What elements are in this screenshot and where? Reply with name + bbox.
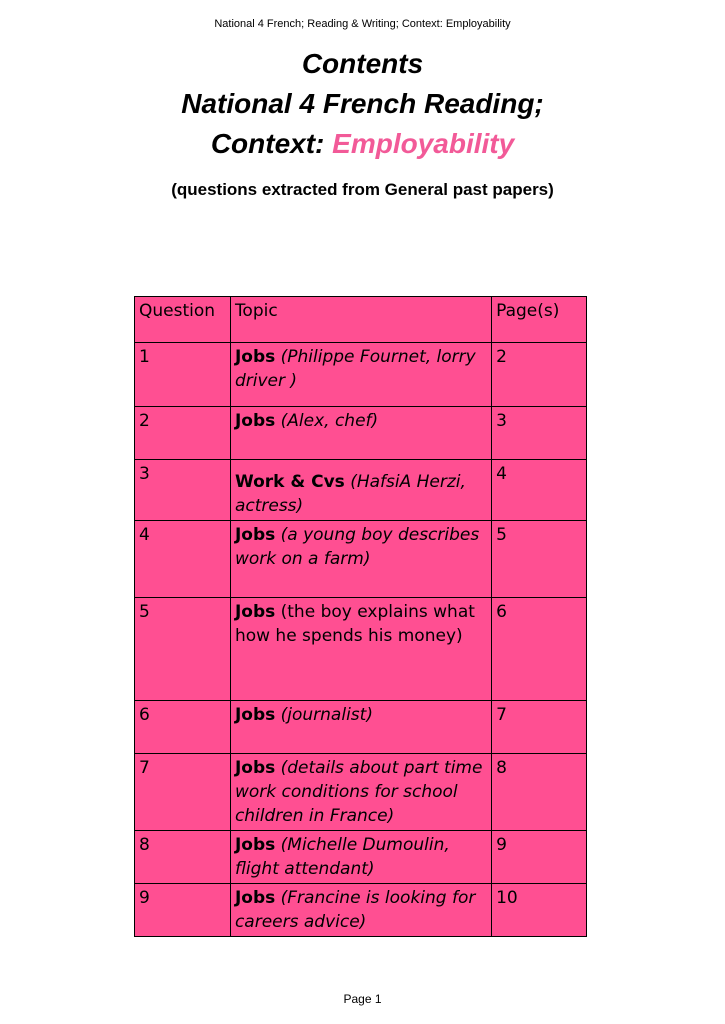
row-pages: 7: [492, 701, 587, 754]
row-topic: [230, 407, 491, 460]
topic-detail: (details about part time work conditions for school children in France): [234, 758, 483, 826]
row-topic: [230, 884, 491, 937]
title-block: [0, 44, 725, 164]
table-row: [135, 598, 587, 701]
topic-detail: (Philippe Fournet, lorry driver ): [234, 347, 476, 391]
topic-bold: Jobs: [234, 705, 276, 725]
table-header-row: [135, 297, 587, 343]
topic-detail: (a young boy describes work on a farm): [234, 525, 480, 569]
title-course: National 4 French Reading;: [181, 88, 544, 119]
table-row: [135, 407, 587, 460]
row-topic: [230, 701, 491, 754]
header-pages: Page(s): [492, 297, 587, 343]
row-question: 7: [135, 754, 231, 831]
contents-table: [134, 296, 587, 937]
row-topic: [230, 460, 491, 521]
topic-bold: Jobs: [234, 835, 276, 855]
topic-bold: Jobs: [234, 411, 276, 431]
row-question: 4: [135, 521, 231, 598]
title-context-accent: Employability: [332, 128, 515, 159]
table-row: [135, 460, 587, 521]
row-question: 5: [135, 598, 231, 701]
row-question: 9: [135, 884, 231, 937]
table-row: [135, 701, 587, 754]
row-topic: [230, 598, 491, 701]
page-number: Page 1: [343, 992, 382, 1006]
topic-detail: (Alex, chef): [275, 411, 379, 431]
row-question: 6: [135, 701, 231, 754]
subtitle: (questions extracted from General past papers): [171, 180, 554, 199]
row-pages: 5: [492, 521, 587, 598]
table-row: [135, 831, 587, 884]
row-question: 3: [135, 460, 231, 521]
row-pages: 9: [492, 831, 587, 884]
row-pages: 3: [492, 407, 587, 460]
topic-bold: Jobs: [234, 888, 276, 908]
topic-bold: Jobs: [234, 347, 276, 367]
header-topic: Topic: [230, 297, 491, 343]
row-pages: 10: [492, 884, 587, 937]
row-pages: 8: [492, 754, 587, 831]
row-question: 8: [135, 831, 231, 884]
title-contents: Contents: [301, 48, 424, 79]
topic-bold: Jobs: [234, 758, 276, 778]
row-topic: [230, 521, 491, 598]
topic-detail: (journalist): [275, 705, 373, 725]
title-context: [0, 124, 725, 164]
table-row: [135, 521, 587, 598]
topic-detail: (HafsiA Herzi, actress): [234, 472, 466, 516]
row-pages: 6: [492, 598, 587, 701]
table-row: [135, 343, 587, 407]
row-pages: 4: [492, 460, 587, 521]
row-question: 1: [135, 343, 231, 407]
table-row: [135, 754, 587, 831]
topic-detail: (the boy explains what how he spends his money): [234, 602, 475, 646]
topic-detail: (Francine is looking for careers advice): [234, 888, 476, 932]
row-topic: [230, 754, 491, 831]
table-row: [135, 884, 587, 937]
title-context-prefix: Context:: [210, 128, 333, 159]
row-topic: [230, 343, 491, 407]
row-pages: 2: [492, 343, 587, 407]
running-header: National 4 French; Reading & Writing; Context: Employability: [214, 18, 511, 30]
header-question: Question: [135, 297, 231, 343]
topic-bold: Jobs: [234, 602, 276, 622]
row-question: 2: [135, 407, 231, 460]
topic-bold: Work & Cvs: [234, 472, 345, 492]
topic-bold: Jobs: [234, 525, 276, 545]
row-topic: [230, 831, 491, 884]
topic-detail: (Michelle Dumoulin, flight attendant): [234, 835, 450, 879]
